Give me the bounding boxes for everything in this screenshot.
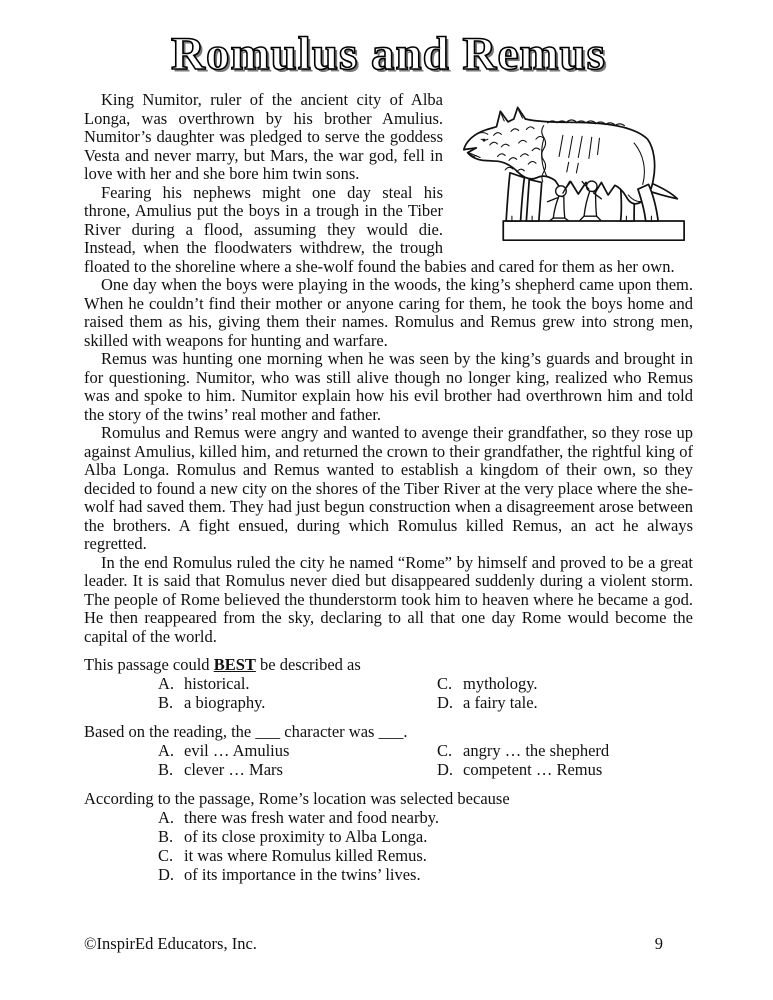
answer-option-d: D. a fairy tale. <box>437 693 538 713</box>
answer-option-b: B. a biography. <box>158 693 266 713</box>
answer-option-c: C. angry … the shepherd <box>437 741 610 761</box>
copyright-notice: ©InspirEd Educators, Inc. <box>84 934 257 953</box>
twin-left <box>548 182 570 221</box>
she-wolf-illustration <box>453 93 693 245</box>
question-3 <box>84 789 693 884</box>
question-stem: This passage could BEST be described as <box>84 655 361 675</box>
passage-paragraph: In the end Romulus ruled the city he named “Rome” by himself and proved to be a great leader. It is said that Romulus never died but disappeared suddenly during a violent storm. The people of Rome believed the thunderstorm took him to heaven where he became a god. He then reappeared from the sky, declaring to all that one day Rome would become the capital of the world. <box>84 552 693 646</box>
question-1 <box>84 655 693 712</box>
answer-option-c: C. it was where Romulus killed Remus. <box>158 846 427 866</box>
answer-option-a: A. historical. <box>158 674 250 694</box>
answer-option-a: A. evil … Amulius <box>158 741 290 761</box>
pedestal <box>503 221 684 240</box>
page-footer <box>84 934 693 954</box>
question-2 <box>84 722 693 779</box>
answer-option-d: D. of its importance in the twins’ lives. <box>158 865 421 885</box>
question-section <box>84 655 693 884</box>
answer-option-b: B. of its close proximity to Alba Longa. <box>158 827 428 847</box>
passage-paragraph: King Numitor, ruler of the ancient city of Alba Longa, was overthrown by his brother Amulius. Numitor’s daughter was pledged to serve the goddess Vesta and never marry, but Mars, the war god, fell in love with her and she bore him twin sons. <box>84 90 443 184</box>
question-stem: Based on the reading, the ___ character was ___. <box>84 722 408 742</box>
answer-option-b: B. clever … Mars <box>158 760 283 780</box>
answer-options <box>84 674 693 712</box>
passage-paragraph: Fearing his nephews might one day steal his throne, Amulius put the boys in a trough in the Tiber River during a flood, assuming they would die. Instead, when the floodwaters withdrew, the trough floated to the shoreline where a she-wolf found the babies and cared for them as her own. <box>84 182 675 276</box>
reading-passage <box>84 91 693 646</box>
answer-options <box>84 741 693 779</box>
answer-option-a: A. there was fresh water and food nearby. <box>158 808 440 828</box>
answer-option-c: C. mythology. <box>437 674 538 694</box>
passage-paragraph: One day when the boys were playing in the woods, the king’s shepherd came upon them. When he couldn’t find their mother or anyone caring for them, he took the boys home and raised them as his, giving them their names. Romulus and Remus grew into strong men, skilled with weapons for hunting and warfare. <box>84 275 693 350</box>
page-title: Romulus and Remus <box>171 28 606 80</box>
emphasized-word: BEST <box>213 655 256 675</box>
question-stem: According to the passage, Rome’s location was selected because <box>84 789 510 809</box>
answer-options <box>84 808 693 884</box>
page-number: 9 <box>654 934 663 953</box>
passage-paragraph: Romulus and Remus were angry and wanted to avenge their grandfather, so they rose up against Amulius, killed him, and returned the crown to their grandfather, the rightful king of Alba Longa. Romulus and Remus wanted to establish a kingdom of their own, so they decided to found a new city on the shores of the Tiber River at the very place where the she-wolf had saved them. They had just begun construction when a disagreement arose between the brothers. A fight ensued, during which Romulus killed Remus, an act he always regretted. <box>84 423 693 554</box>
passage-paragraph: Remus was hunting one morning when he was seen by the king’s guards and brought in for questioning. Numitor, who was still alive though no longer king, realized who Remus was and spoke to him. Numitor explain how his evil brother had overthrown him and told the story of the twins’ real mother and father. <box>84 349 693 424</box>
answer-option-d: D. competent … Remus <box>437 760 603 780</box>
page-content <box>84 0 693 894</box>
